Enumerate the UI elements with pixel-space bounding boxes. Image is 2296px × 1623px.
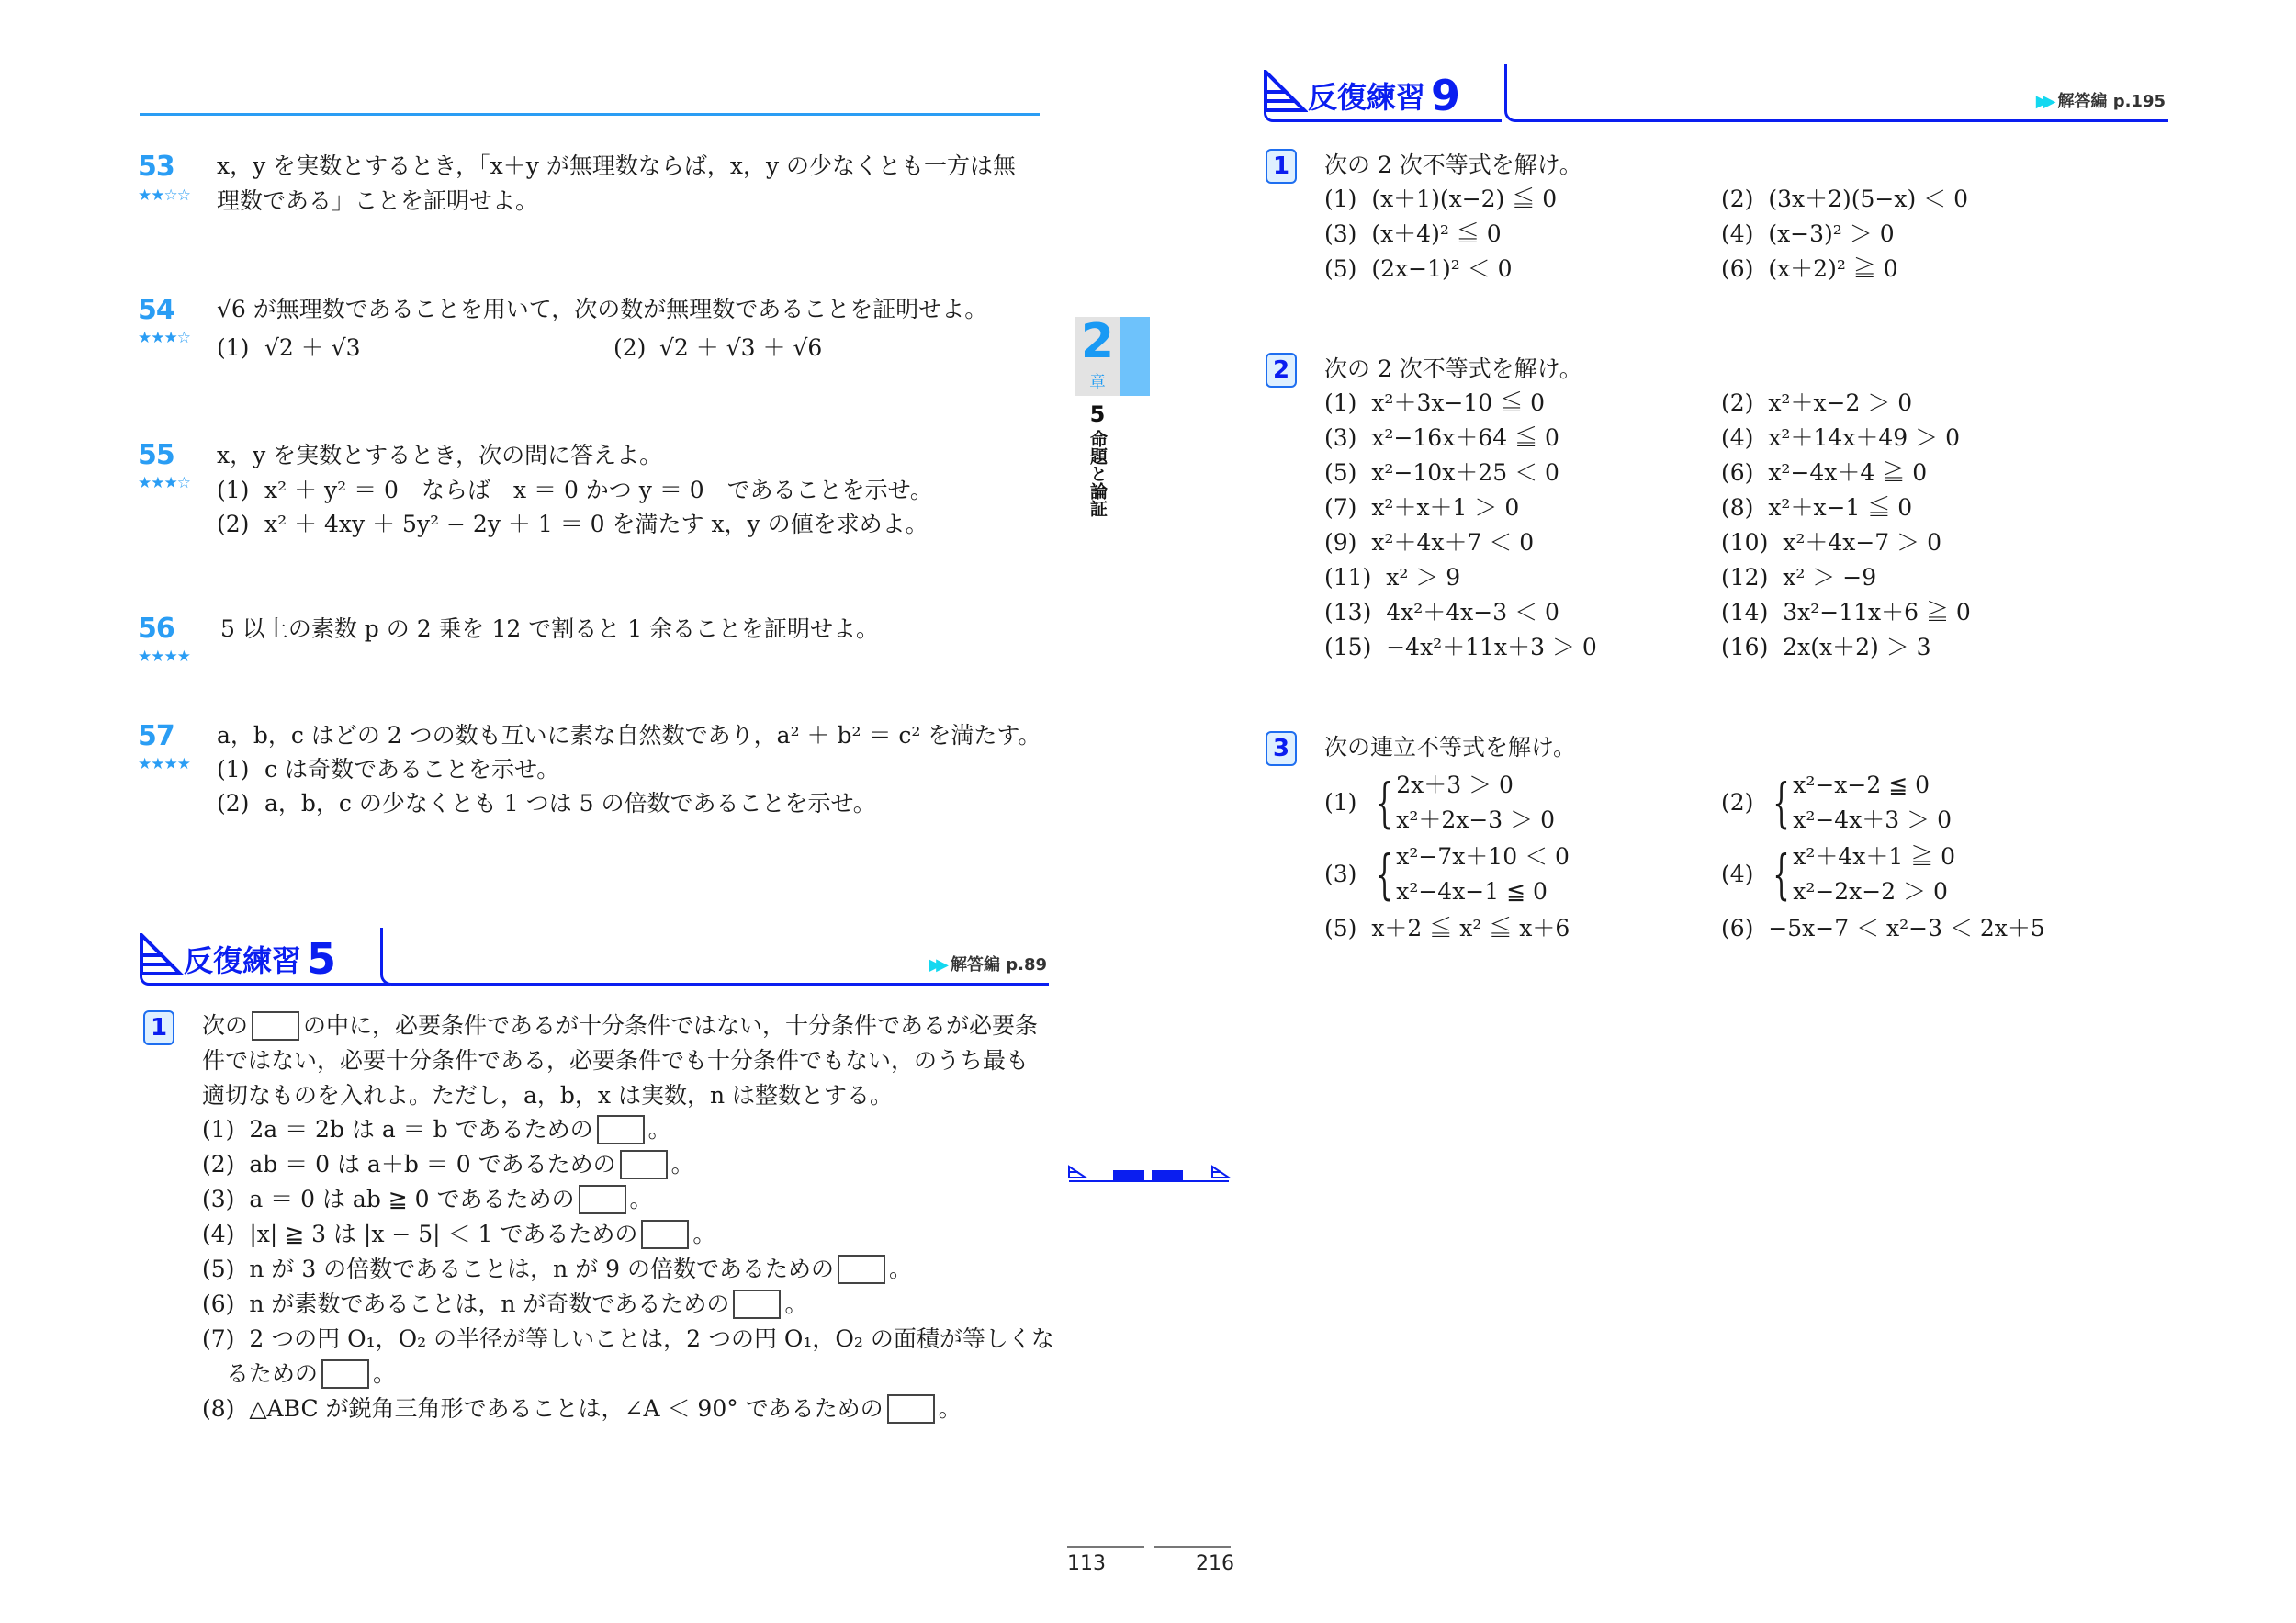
subitem-label: (2) bbox=[613, 334, 647, 361]
chapter-number: 2 bbox=[1080, 314, 1115, 369]
page-divider-ornament bbox=[1067, 1165, 1231, 1183]
subitem-expr: x² ＋ y² ＝ 0 ならば x ＝ 0 かつ y ＝ 0 であることを示せ。 bbox=[264, 477, 933, 503]
list-item: (3) a ＝ 0 は ab ≧ 0 であるための 。 bbox=[202, 1186, 653, 1212]
section-title: 命題と論証 bbox=[1087, 430, 1108, 517]
problem-number: 57 bbox=[138, 720, 174, 752]
problem-text: x，y を実数とするとき，次の問に答えよ。 bbox=[217, 442, 663, 468]
question-intro: 次の連立不等式を解け。 bbox=[1324, 734, 1577, 761]
list-item: (15) −4x²＋11x＋3 ＞ 0 bbox=[1324, 634, 1597, 660]
list-item: (6) x²−4x＋4 ≧ 0 bbox=[1721, 459, 1928, 486]
answer-blank bbox=[733, 1290, 781, 1319]
list-item: (4) x²＋14x＋49 ＞ 0 bbox=[1721, 424, 1960, 451]
left-brace: { bbox=[1376, 772, 1394, 834]
subitem-label: (1) bbox=[217, 756, 250, 783]
difficulty-stars: ★★★☆ bbox=[138, 474, 190, 492]
list-item: (12) x² ＞ −9 bbox=[1721, 564, 1877, 591]
problem-text: a，b，c はどの 2 つの数も互いに素な自然数であり，a² ＋ b² ＝ c² を満たす。 bbox=[217, 722, 1041, 749]
question-intro: 次の 2 次不等式を解け。 bbox=[1324, 355, 1582, 382]
chapter-label: 章 bbox=[1089, 373, 1106, 392]
subitem-expr: √2 ＋ √3 ＋ √6 bbox=[659, 334, 823, 361]
question-number-badge: 1 bbox=[1266, 149, 1297, 184]
difficulty-stars: ★★★☆ bbox=[138, 329, 190, 347]
review-number: 5 bbox=[307, 934, 337, 984]
difficulty-stars: ★★★★ bbox=[138, 648, 190, 666]
list-item: (5) x＋2 ≦ x² ≦ x＋6 bbox=[1324, 915, 1570, 941]
problem-text: x，y を実数とするとき，「x＋y が無理数ならば，x，y の少なくとも一方は無 bbox=[217, 152, 1017, 179]
list-item: (9) x²＋4x＋7 ＜ 0 bbox=[1324, 529, 1535, 556]
list-item: (5) x²−10x＋25 ＜ 0 bbox=[1324, 459, 1559, 486]
list-item: (5) (2x−1)² ＜ 0 bbox=[1324, 255, 1513, 282]
list-item: (7) x²＋x＋1 ＞ 0 bbox=[1324, 494, 1520, 521]
difficulty-stars: ★★☆☆ bbox=[138, 186, 190, 205]
answer-blank bbox=[620, 1150, 668, 1179]
list-item: (6) −5x−7 ＜ x²−3 ＜ 2x＋5 bbox=[1721, 915, 2045, 941]
difficulty-stars: ★★★★ bbox=[138, 755, 190, 773]
answer-blank bbox=[321, 1359, 369, 1389]
question-number-badge: 3 bbox=[1266, 731, 1297, 766]
system-item: (3) { x²−7x＋10 ＜ 0 x²−4x−1 ≦ 0 bbox=[1324, 843, 1570, 906]
list-item: (2) ab ＝ 0 は a＋b ＝ 0 であるための 。 bbox=[202, 1151, 694, 1178]
list-item: (2) (3x＋2)(5−x) ＜ 0 bbox=[1721, 186, 1969, 212]
list-item: (6) n が素数であることは，n が奇数であるための 。 bbox=[202, 1291, 808, 1317]
list-item: (1) 2a ＝ 2b は a ＝ b であるための 。 bbox=[202, 1116, 671, 1143]
subitem-expr: a，b，c の少なくとも 1 つは 5 の倍数であることを示せ。 bbox=[264, 790, 876, 817]
left-brace: { bbox=[1773, 772, 1791, 834]
question-intro: 件ではない，必要十分条件である，必要条件でも十分条件でもない，のうち最も bbox=[202, 1047, 1030, 1074]
left-brace: { bbox=[1376, 843, 1394, 906]
list-item: (11) x² ＞ 9 bbox=[1324, 564, 1461, 591]
problem-text: √6 が無理数であることを用いて，次の数が無理数であることを証明せよ。 bbox=[217, 296, 988, 322]
list-item: (16) 2x(x＋2) ＞ 3 bbox=[1721, 634, 1931, 660]
list-item: (8) △ABC が鋭角三角形であることは，∠A ＜ 90° であるための 。 bbox=[202, 1395, 962, 1422]
answer-blank bbox=[252, 1011, 299, 1041]
answer-blank bbox=[597, 1115, 645, 1144]
list-item: (10) x²＋4x−7 ＞ 0 bbox=[1721, 529, 1942, 556]
problem-text: 理数である」ことを証明せよ。 bbox=[217, 187, 539, 214]
subitem-expr: x² ＋ 4xy ＋ 5y² − 2y ＋ 1 ＝ 0 を満たす x，y の値を求めよ。 bbox=[264, 511, 929, 537]
review-header bbox=[1264, 64, 2167, 121]
left-brace: { bbox=[1773, 843, 1791, 906]
double-arrow-icon: ▶▶ bbox=[929, 955, 943, 975]
list-item-continuation: るための 。 bbox=[226, 1360, 397, 1387]
subitem-label: (2) bbox=[217, 790, 250, 817]
section-number: 5 bbox=[1089, 401, 1106, 427]
subitem-label: (2) bbox=[217, 511, 250, 537]
problem-number: 54 bbox=[138, 294, 174, 326]
page-number-rule bbox=[1067, 1546, 1144, 1548]
question-intro: 次の 2 次不等式を解け。 bbox=[1324, 152, 1582, 178]
top-rule bbox=[140, 113, 1040, 116]
list-item: (3) x²−16x＋64 ≦ 0 bbox=[1324, 424, 1559, 451]
review-number: 9 bbox=[1431, 71, 1461, 120]
page-number-left: 113 bbox=[1067, 1552, 1106, 1575]
subitem-expr: c は奇数であることを示せ。 bbox=[264, 756, 560, 783]
list-item: (2) x²＋x−2 ＞ 0 bbox=[1721, 389, 1913, 416]
system-item: (2) { x²−x−2 ≦ 0 x²−4x＋3 ＞ 0 bbox=[1721, 772, 1953, 834]
list-item: (1) (x＋1)(x−2) ≦ 0 bbox=[1324, 186, 1558, 212]
problem-number: 53 bbox=[138, 151, 174, 183]
list-item: (14) 3x²−11x＋6 ≧ 0 bbox=[1721, 599, 1971, 626]
system-item: (1) { 2x＋3 ＞ 0 x²＋2x−3 ＞ 0 bbox=[1324, 772, 1556, 834]
subitem-expr: √2 ＋ √3 bbox=[264, 334, 361, 361]
problem-text: 5 以上の素数 p の 2 乗を 12 で割ると 1 余ることを証明せよ。 bbox=[220, 615, 880, 642]
section-label bbox=[1076, 401, 1119, 522]
page-number-rule bbox=[1154, 1546, 1231, 1548]
answer-blank bbox=[838, 1255, 885, 1284]
subitem-label: (1) bbox=[217, 334, 250, 361]
list-item: (4) |x| ≧ 3 は |x − 5| ＜ 1 であるための 。 bbox=[202, 1221, 716, 1247]
double-arrow-icon: ▶▶ bbox=[2035, 92, 2051, 111]
answer-blank bbox=[641, 1220, 689, 1249]
page-number-right: 216 bbox=[1196, 1552, 1234, 1575]
list-item: (5) n が 3 の倍数であることは，n が 9 の倍数であるための 。 bbox=[202, 1256, 913, 1282]
subitem-label: (1) bbox=[217, 477, 250, 503]
header-frame-left bbox=[1264, 97, 1502, 122]
list-item: (7) 2 つの円 O₁，O₂ の半径が等しいことは，2 つの円 O₁，O₂ の面積が等しくな bbox=[202, 1325, 1054, 1352]
list-item: (3) (x＋4)² ≦ 0 bbox=[1324, 220, 1502, 247]
header-frame-left bbox=[140, 961, 390, 986]
problem-number: 56 bbox=[138, 613, 174, 645]
ornament-icon bbox=[1067, 1165, 1231, 1183]
answer-blank bbox=[579, 1185, 626, 1214]
answer-reference-link[interactable]: ▶▶ 解答編 p.195 bbox=[2035, 92, 2166, 111]
system-item: (4) { x²＋4x＋1 ≧ 0 x²−2x−2 ＞ 0 bbox=[1721, 843, 1956, 906]
list-item: (4) (x−3)² ＞ 0 bbox=[1721, 220, 1895, 247]
review-title: 反復練習 5 bbox=[184, 934, 337, 984]
list-item: (8) x²＋x−1 ≦ 0 bbox=[1721, 494, 1913, 521]
list-item: (13) 4x²＋4x−3 ＜ 0 bbox=[1324, 599, 1559, 626]
question-number-badge: 1 bbox=[143, 1010, 174, 1045]
review-title: 反復練習 9 bbox=[1308, 71, 1461, 120]
question-intro: 次の の中に，必要条件であるが十分条件ではない，十分条件であるが必要条 bbox=[202, 1012, 1039, 1039]
list-item: (1) x²＋3x−10 ≦ 0 bbox=[1324, 389, 1546, 416]
chapter-tab-accent bbox=[1120, 317, 1150, 396]
problem-number: 55 bbox=[138, 439, 174, 471]
answer-blank bbox=[887, 1394, 935, 1424]
list-item: (6) (x＋2)² ≧ 0 bbox=[1721, 255, 1898, 282]
review-header bbox=[140, 928, 1049, 985]
answer-reference-link[interactable]: ▶▶ 解答編 p.89 bbox=[929, 955, 1047, 975]
question-number-badge: 2 bbox=[1266, 353, 1297, 388]
question-intro: 適切なものを入れよ。ただし，a，b，x は実数，n は整数とする。 bbox=[202, 1082, 894, 1109]
